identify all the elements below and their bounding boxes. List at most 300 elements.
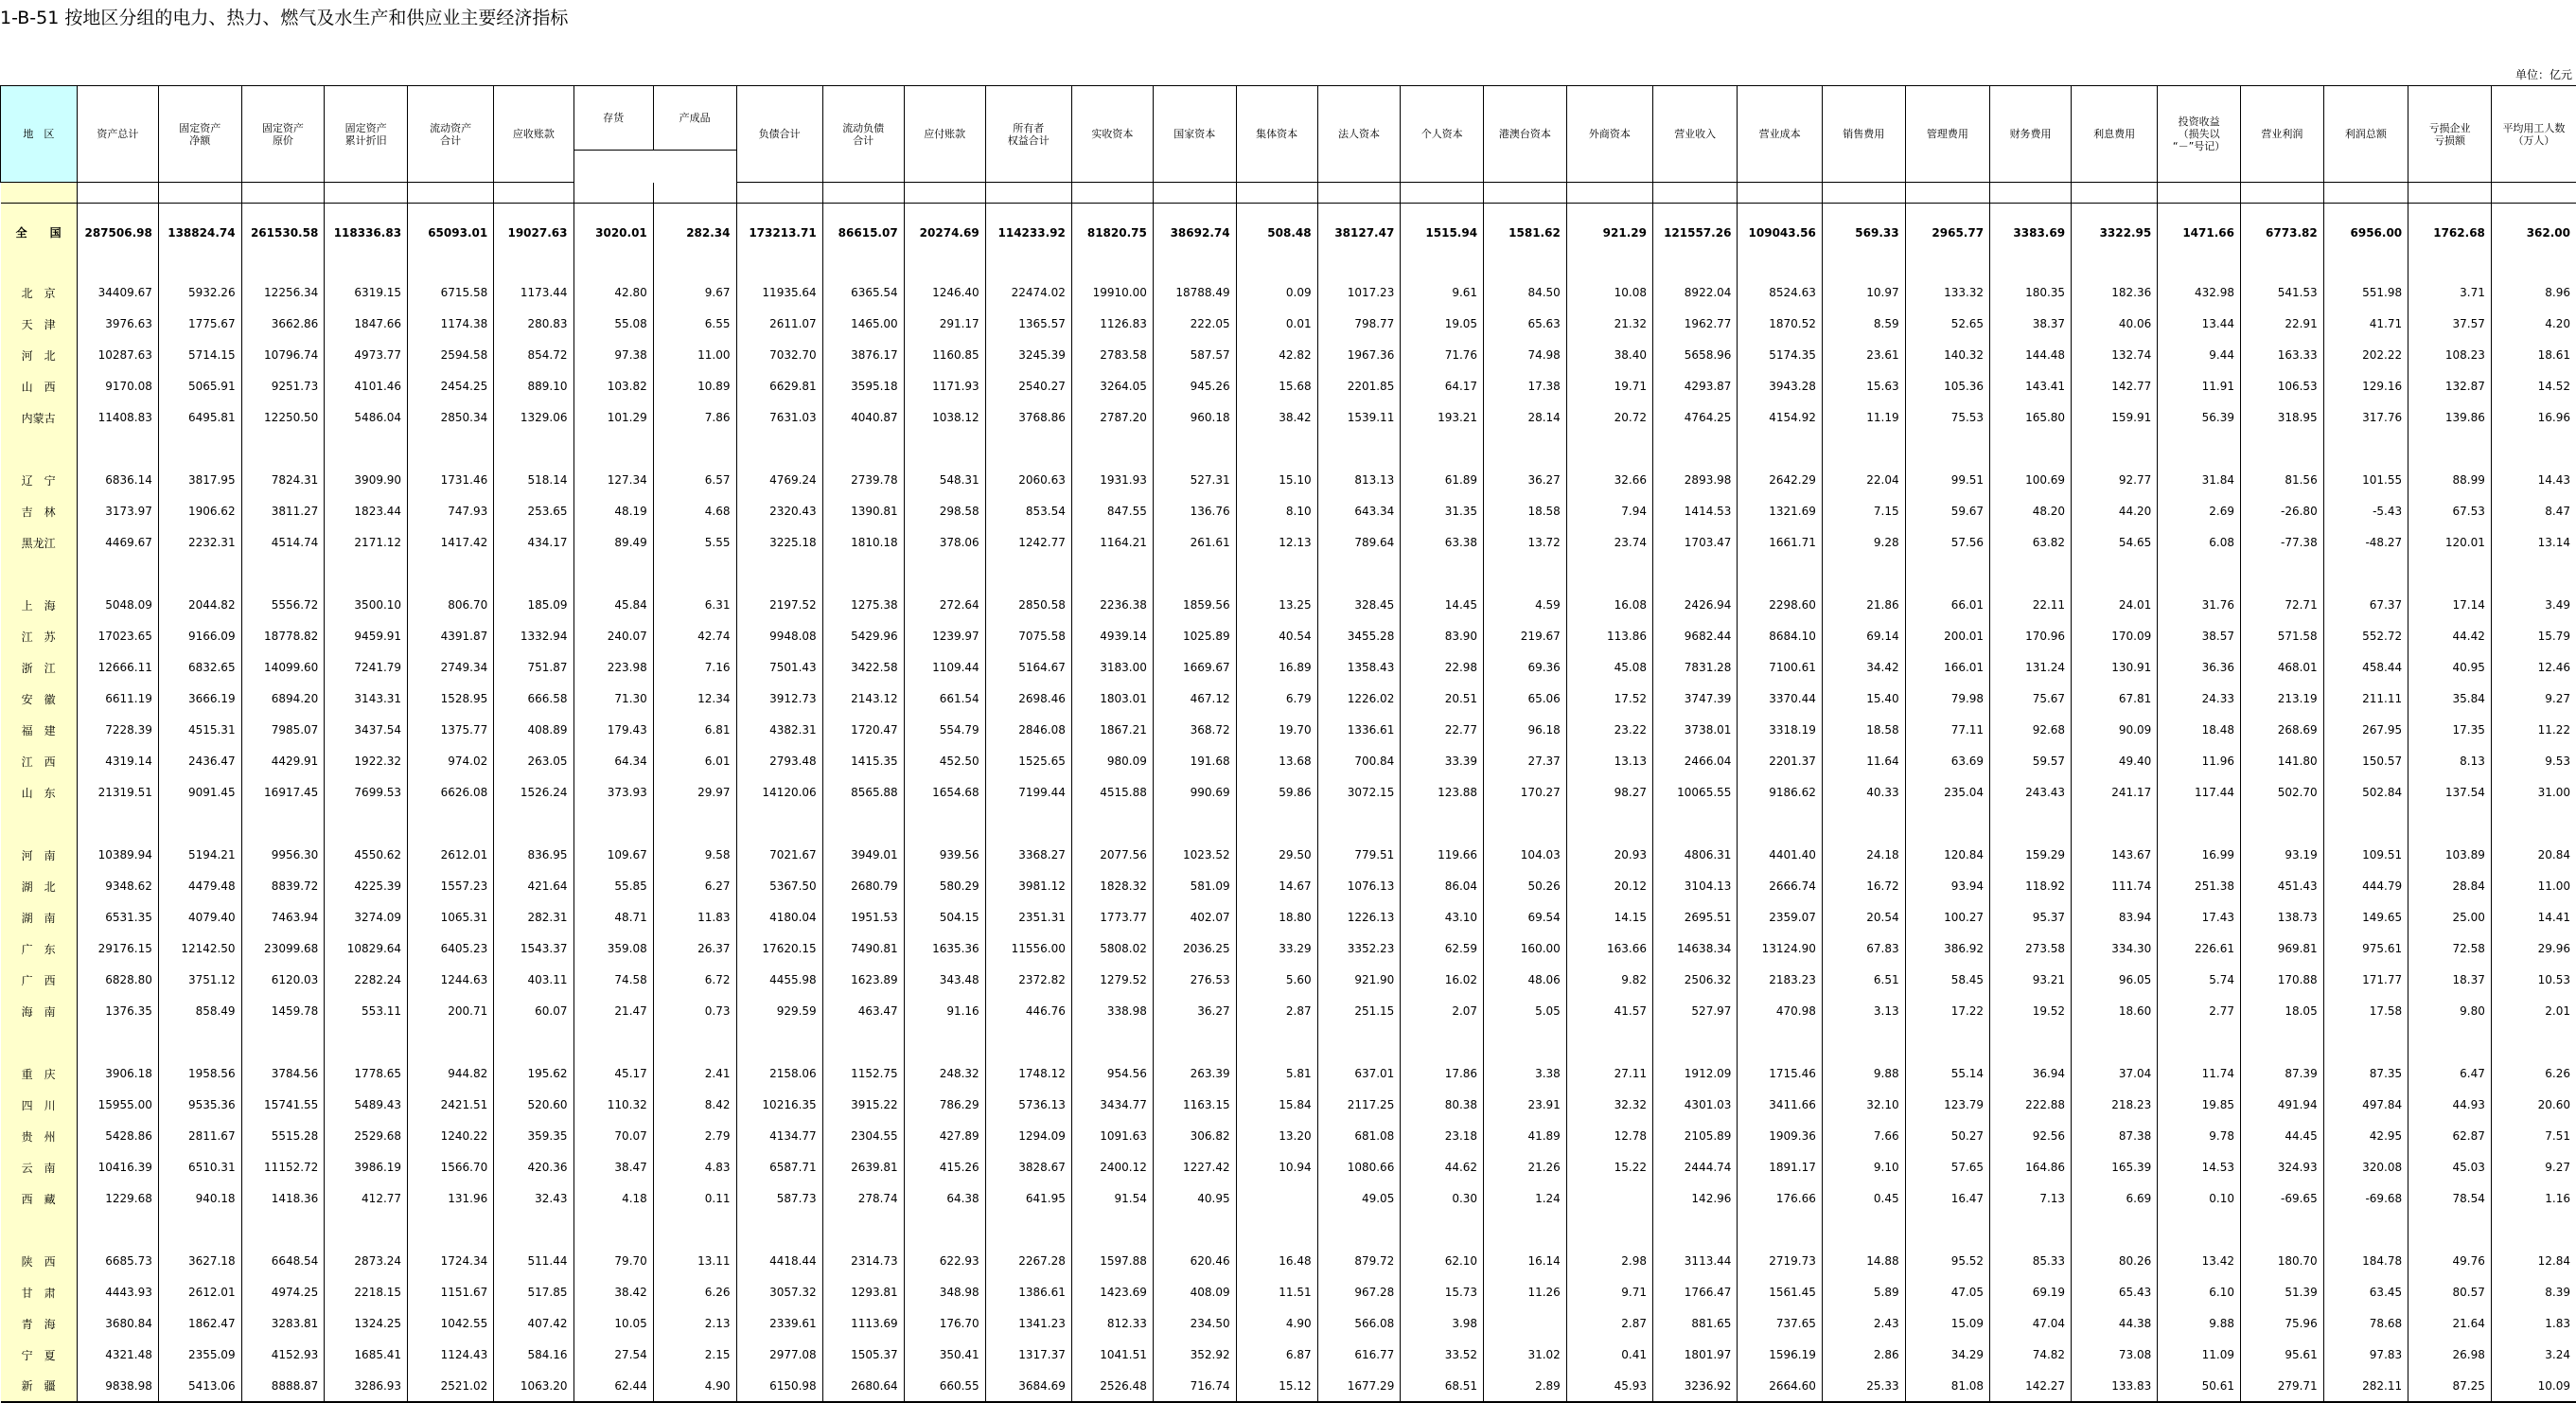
value-cell: 1164.21 xyxy=(1071,527,1153,559)
value-cell: 853.54 xyxy=(985,496,1071,527)
value-cell: 412.77 xyxy=(325,1183,408,1215)
value-cell: 458.44 xyxy=(2323,652,2408,684)
value-cell: 19.71 xyxy=(1566,371,1652,402)
value-cell: 33.39 xyxy=(1401,746,1484,777)
value-cell: 77.11 xyxy=(1905,715,1989,746)
value-cell: 6365.54 xyxy=(822,277,904,309)
table-row xyxy=(1,1371,2576,1402)
value-cell: 61.89 xyxy=(1401,465,1484,496)
value-cell: 8.13 xyxy=(2408,746,2492,777)
value-cell: 1414.53 xyxy=(1652,496,1737,527)
value-cell: 1778.65 xyxy=(325,1058,408,1090)
value-cell: 86615.07 xyxy=(822,203,904,261)
value-cell: 1065.31 xyxy=(408,902,494,933)
value-cell: 6.51 xyxy=(1822,965,1905,996)
value-cell: 3817.95 xyxy=(158,465,241,496)
value-cell: 8.59 xyxy=(1822,309,1905,340)
value-cell: 4515.88 xyxy=(1071,777,1153,808)
value-cell: 104.03 xyxy=(1484,840,1567,871)
value-cell: 170.27 xyxy=(1484,777,1567,808)
value-cell: 4.18 xyxy=(573,1183,653,1215)
value-cell: 3236.92 xyxy=(1652,1371,1737,1402)
value-cell: 79.98 xyxy=(1905,684,1989,715)
value-cell: 1244.63 xyxy=(408,965,494,996)
value-cell: 5932.26 xyxy=(158,277,241,309)
value-cell: 92.77 xyxy=(2072,465,2158,496)
value-cell: 641.95 xyxy=(985,1183,1071,1215)
value-cell: 847.55 xyxy=(1071,496,1153,527)
value-cell: 6629.81 xyxy=(736,371,822,402)
value-cell: 31.02 xyxy=(1484,1340,1567,1371)
value-cell: 14.52 xyxy=(2491,371,2576,402)
value-cell: 93.94 xyxy=(1905,871,1989,902)
value-cell: 26.37 xyxy=(653,933,736,965)
value-cell: 1376.35 xyxy=(77,996,158,1027)
value-cell: 16917.45 xyxy=(241,777,325,808)
value-cell: 1505.37 xyxy=(822,1340,904,1371)
value-cell: 21319.51 xyxy=(77,777,158,808)
value-cell: 1038.12 xyxy=(904,402,985,434)
region-cell: 贵 州 xyxy=(1,1121,78,1152)
value-cell: 1859.56 xyxy=(1153,590,1236,621)
value-cell: 3662.86 xyxy=(241,309,325,340)
value-cell: 71.76 xyxy=(1401,340,1484,371)
value-cell: 78.54 xyxy=(2408,1183,2492,1215)
value-cell: 18778.82 xyxy=(241,621,325,652)
value-cell: 91.54 xyxy=(1071,1183,1153,1215)
value-cell: 282.34 xyxy=(653,203,736,261)
value-cell: 4391.87 xyxy=(408,621,494,652)
value-cell: 45.08 xyxy=(1566,652,1652,684)
value-cell: 359.35 xyxy=(494,1121,573,1152)
value-cell: 2.86 xyxy=(1822,1340,1905,1371)
value-cell: 222.05 xyxy=(1153,309,1236,340)
value-cell: 11.74 xyxy=(2158,1058,2241,1090)
value-cell: 2.87 xyxy=(1236,996,1317,1027)
value-cell: 93.21 xyxy=(1990,965,2072,996)
value-cell: 10065.55 xyxy=(1652,777,1737,808)
value-cell: 1152.75 xyxy=(822,1058,904,1090)
value-cell: 1748.12 xyxy=(985,1058,1071,1090)
value-cell: 3981.12 xyxy=(985,871,1071,902)
value-cell: 2355.09 xyxy=(158,1340,241,1371)
value-cell: 4301.03 xyxy=(1652,1090,1737,1121)
value-cell: 4040.87 xyxy=(822,402,904,434)
value-cell: 23.22 xyxy=(1566,715,1652,746)
value-cell: 63.69 xyxy=(1905,746,1989,777)
value-cell: 114233.92 xyxy=(985,203,1071,261)
value-cell: 72.58 xyxy=(2408,933,2492,965)
value-cell: 434.17 xyxy=(494,527,573,559)
value-cell: 1731.46 xyxy=(408,465,494,496)
value-cell: 2.01 xyxy=(2491,996,2576,1027)
value-cell: 6531.35 xyxy=(77,902,158,933)
value-cell: 17.86 xyxy=(1401,1058,1484,1090)
value-cell: 879.72 xyxy=(1317,1246,1401,1277)
value-cell: 1528.95 xyxy=(408,684,494,715)
value-cell: 324.93 xyxy=(2240,1152,2323,1183)
value-cell: 1525.65 xyxy=(985,746,1071,777)
value-cell: 22.77 xyxy=(1401,715,1484,746)
value-cell: 11.19 xyxy=(1822,402,1905,434)
value-cell: 1293.81 xyxy=(822,1277,904,1308)
value-cell: 10.89 xyxy=(653,371,736,402)
table-row xyxy=(1,933,2576,965)
value-cell: 3352.23 xyxy=(1317,933,1401,965)
value-cell: 2339.61 xyxy=(736,1308,822,1340)
value-cell: 138824.74 xyxy=(158,203,241,261)
value-cell: 80.26 xyxy=(2072,1246,2158,1277)
header-foreign-cap: 外商资本 xyxy=(1566,86,1652,183)
value-cell: 83.90 xyxy=(1401,621,1484,652)
value-cell: 1775.67 xyxy=(158,309,241,340)
value-cell: 140.32 xyxy=(1905,340,1989,371)
value-cell: 4382.31 xyxy=(736,715,822,746)
value-cell: 119.66 xyxy=(1401,840,1484,871)
value-cell: 1465.00 xyxy=(822,309,904,340)
value-cell: 569.33 xyxy=(1822,203,1905,261)
value-cell: 8.10 xyxy=(1236,496,1317,527)
value-cell: 1063.20 xyxy=(494,1371,573,1402)
value-cell: 89.49 xyxy=(573,527,653,559)
value-cell: 38.57 xyxy=(2158,621,2241,652)
value-cell: 87.39 xyxy=(2240,1058,2323,1090)
table-row xyxy=(1,465,2576,496)
value-cell: 87.38 xyxy=(2072,1121,2158,1152)
value-cell: 64.34 xyxy=(573,746,653,777)
value-cell: 142.77 xyxy=(2072,371,2158,402)
value-cell: 3986.19 xyxy=(325,1152,408,1183)
value-cell: 520.60 xyxy=(494,1090,573,1121)
value-cell: 20.54 xyxy=(1822,902,1905,933)
value-cell: 81.08 xyxy=(1905,1371,1989,1402)
value-cell: 6.47 xyxy=(2408,1058,2492,1090)
value-cell: 12666.11 xyxy=(77,652,158,684)
header-fixed-orig: 固定资产 原价 xyxy=(241,86,325,183)
value-cell: 587.73 xyxy=(736,1183,822,1215)
header-interest: 利息费用 xyxy=(2072,86,2158,183)
value-cell: 41.57 xyxy=(1566,996,1652,1027)
value-cell: 945.26 xyxy=(1153,371,1236,402)
value-cell: 1042.55 xyxy=(408,1308,494,1340)
value-cell: 287506.98 xyxy=(77,203,158,261)
value-cell: 21.64 xyxy=(2408,1308,2492,1340)
value-cell: 17.22 xyxy=(1905,996,1989,1027)
value-cell: 121557.26 xyxy=(1652,203,1737,261)
value-cell: 211.11 xyxy=(2323,684,2408,715)
value-cell: 6.01 xyxy=(653,746,736,777)
value-cell: 16.72 xyxy=(1822,871,1905,902)
value-cell: 7.16 xyxy=(653,652,736,684)
value-cell: 84.50 xyxy=(1484,277,1567,309)
value-cell: 31.35 xyxy=(1401,496,1484,527)
value-cell: 45.03 xyxy=(2408,1152,2492,1183)
header-employees: 平均用工人数 （万人） xyxy=(2491,86,2576,183)
value-cell: 4443.93 xyxy=(77,1277,158,1308)
value-cell: 118.92 xyxy=(1990,871,2072,902)
value-cell: 7985.07 xyxy=(241,715,325,746)
value-cell: 2639.81 xyxy=(822,1152,904,1183)
value-cell: 3020.01 xyxy=(573,203,653,261)
value-cell: 20.72 xyxy=(1566,402,1652,434)
value-cell: 97.38 xyxy=(573,340,653,371)
value-cell: 2612.01 xyxy=(408,840,494,871)
value-cell: 40.95 xyxy=(2408,652,2492,684)
value-cell: 7.94 xyxy=(1566,496,1652,527)
value-cell: 5658.96 xyxy=(1652,340,1737,371)
value-cell: 3104.13 xyxy=(1652,871,1737,902)
value-cell: 2664.60 xyxy=(1738,1371,1822,1402)
value-cell: 234.50 xyxy=(1153,1308,1236,1340)
value-cell: 14.53 xyxy=(2158,1152,2241,1183)
value-cell: 80.57 xyxy=(2408,1277,2492,1308)
value-cell: 22.98 xyxy=(1401,652,1484,684)
value-cell: 40.33 xyxy=(1822,777,1905,808)
value-cell: 4429.91 xyxy=(241,746,325,777)
value-cell: 6715.58 xyxy=(408,277,494,309)
value-cell: 1317.37 xyxy=(985,1340,1071,1371)
value-cell: 19.85 xyxy=(2158,1090,2241,1121)
value-cell: 4973.77 xyxy=(325,340,408,371)
value-cell: 368.72 xyxy=(1153,715,1236,746)
value-cell: 131.24 xyxy=(1990,652,2072,684)
value-cell: 3173.97 xyxy=(77,496,158,527)
value-cell: 36.27 xyxy=(1484,465,1567,496)
value-cell: 2036.25 xyxy=(1153,933,1236,965)
value-cell: 173213.71 xyxy=(736,203,822,261)
page-title: 1-B-51 按地区分组的电力、热力、燃气及水生产和供应业主要经济指标 xyxy=(0,4,568,29)
value-cell: 143.41 xyxy=(1990,371,2072,402)
value-cell: 103.82 xyxy=(573,371,653,402)
value-cell: 6587.71 xyxy=(736,1152,822,1183)
value-cell: 4974.25 xyxy=(241,1277,325,1308)
value-cell: 2.13 xyxy=(653,1308,736,1340)
value-cell: 136.76 xyxy=(1153,496,1236,527)
value-cell: 1635.36 xyxy=(904,933,985,965)
table-row xyxy=(1,621,2576,652)
value-cell: 16.99 xyxy=(2158,840,2241,871)
value-cell: 571.58 xyxy=(2240,621,2323,652)
value-cell: 11556.00 xyxy=(985,933,1071,965)
value-cell: 74.82 xyxy=(1990,1340,2072,1371)
value-cell: 4.59 xyxy=(1484,590,1567,621)
value-cell: 28.14 xyxy=(1484,402,1567,434)
value-cell: 2.15 xyxy=(653,1340,736,1371)
value-cell: 138.73 xyxy=(2240,902,2323,933)
value-cell: 1557.23 xyxy=(408,871,494,902)
value-cell: 163.33 xyxy=(2240,340,2323,371)
value-cell: 56.39 xyxy=(2158,402,2241,434)
value-cell: 2850.34 xyxy=(408,402,494,434)
value-cell: 33.52 xyxy=(1401,1340,1484,1371)
value-cell: 9166.09 xyxy=(158,621,241,652)
table-row xyxy=(1,840,2576,871)
table-row xyxy=(1,902,2576,933)
table-row xyxy=(1,309,2576,340)
region-cell: 甘 肃 xyxy=(1,1277,78,1308)
value-cell: 37.04 xyxy=(2072,1058,2158,1090)
value-cell: 3368.27 xyxy=(985,840,1071,871)
value-cell: 38.37 xyxy=(1990,309,2072,340)
value-cell: 1023.52 xyxy=(1153,840,1236,871)
value-cell: 661.54 xyxy=(904,684,985,715)
value-cell: 261.61 xyxy=(1153,527,1236,559)
value-cell: 87.25 xyxy=(2408,1371,2492,1402)
value-cell: 5515.28 xyxy=(241,1121,325,1152)
value-cell: 15.22 xyxy=(1566,1152,1652,1183)
value-cell: 1386.61 xyxy=(985,1277,1071,1308)
value-cell: 9.61 xyxy=(1401,277,1484,309)
value-cell: 2197.52 xyxy=(736,590,822,621)
value-cell: 7501.43 xyxy=(736,652,822,684)
value-cell: 2117.25 xyxy=(1317,1090,1401,1121)
value-cell: 17.38 xyxy=(1484,371,1567,402)
value-cell: 1909.36 xyxy=(1738,1121,1822,1152)
value-cell: 3751.12 xyxy=(158,965,241,996)
value-cell: 6.31 xyxy=(653,590,736,621)
value-cell: 643.34 xyxy=(1317,496,1401,527)
value-cell: 23.74 xyxy=(1566,527,1652,559)
value-cell: 7490.81 xyxy=(822,933,904,965)
value-cell: 1025.89 xyxy=(1153,621,1236,652)
header-current-liab: 流动负债 合计 xyxy=(822,86,904,183)
indicator-table xyxy=(0,85,2576,1403)
value-cell: 921.29 xyxy=(1566,203,1652,261)
header-equity: 所有者 权益合计 xyxy=(985,86,1071,183)
value-cell: 95.61 xyxy=(2240,1340,2323,1371)
value-cell: 1294.09 xyxy=(985,1121,1071,1152)
value-cell: 80.38 xyxy=(1401,1090,1484,1121)
value-cell: 1109.44 xyxy=(904,652,985,684)
header-total-profit: 利润总额 xyxy=(2323,86,2408,183)
value-cell: 552.72 xyxy=(2323,621,2408,652)
value-cell: 6120.03 xyxy=(241,965,325,996)
value-cell: 786.29 xyxy=(904,1090,985,1121)
value-cell: 343.48 xyxy=(904,965,985,996)
value-cell: 54.65 xyxy=(2072,527,2158,559)
value-cell: 68.51 xyxy=(1401,1371,1484,1402)
value-cell: 1810.18 xyxy=(822,527,904,559)
value-cell: 8.47 xyxy=(2491,496,2576,527)
value-cell: 240.07 xyxy=(573,621,653,652)
value-cell: 5428.86 xyxy=(77,1121,158,1152)
value-cell: 42.80 xyxy=(573,277,653,309)
value-cell: 2444.74 xyxy=(1652,1152,1737,1183)
value-cell: 1080.66 xyxy=(1317,1152,1401,1183)
value-cell: -26.80 xyxy=(2240,496,2323,527)
value-cell: 1931.93 xyxy=(1071,465,1153,496)
header-cost: 营业成本 xyxy=(1738,86,1822,183)
value-cell: 1113.69 xyxy=(822,1308,904,1340)
value-cell: 421.64 xyxy=(494,871,573,902)
region-cell: 全 国 xyxy=(1,203,78,261)
value-cell: 5.74 xyxy=(2158,965,2241,996)
value-cell: 2282.24 xyxy=(325,965,408,996)
header-hmt-cap: 港澳台资本 xyxy=(1484,86,1567,183)
value-cell: 12.46 xyxy=(2491,652,2576,684)
value-cell: 9251.73 xyxy=(241,371,325,402)
value-cell: 1951.53 xyxy=(822,902,904,933)
value-cell: 5.60 xyxy=(1236,965,1317,996)
value-cell: 69.19 xyxy=(1990,1277,2072,1308)
value-cell: 29.97 xyxy=(653,777,736,808)
table-row xyxy=(1,746,2576,777)
value-cell: 812.33 xyxy=(1071,1308,1153,1340)
table-row xyxy=(1,590,2576,621)
value-cell: 103.89 xyxy=(2408,840,2492,871)
value-cell: 21.86 xyxy=(1822,590,1905,621)
value-cell: 7.51 xyxy=(2491,1121,2576,1152)
value-cell: 2359.07 xyxy=(1738,902,1822,933)
value-cell: 1669.67 xyxy=(1153,652,1236,684)
value-cell: 49.40 xyxy=(2072,746,2158,777)
value-cell: 32.10 xyxy=(1822,1090,1905,1121)
value-cell: 990.69 xyxy=(1153,777,1236,808)
value-cell: 10.05 xyxy=(573,1308,653,1340)
value-cell: 8565.88 xyxy=(822,777,904,808)
value-cell: 16.48 xyxy=(1236,1246,1317,1277)
value-cell: 5164.67 xyxy=(985,652,1071,684)
region-cell: 广 东 xyxy=(1,933,78,965)
value-cell: 929.59 xyxy=(736,996,822,1027)
value-cell: 18.58 xyxy=(1484,496,1567,527)
value-cell: 17.43 xyxy=(2158,902,2241,933)
value-cell: 1596.19 xyxy=(1738,1340,1822,1371)
header-revenue: 营业收入 xyxy=(1652,86,1737,183)
value-cell: 13124.90 xyxy=(1738,933,1822,965)
value-cell: 15.40 xyxy=(1822,684,1905,715)
value-cell: 2873.24 xyxy=(325,1246,408,1277)
value-cell: 96.05 xyxy=(2072,965,2158,996)
value-cell: 6685.73 xyxy=(77,1246,158,1277)
value-cell: 3915.22 xyxy=(822,1090,904,1121)
value-cell: 420.36 xyxy=(494,1152,573,1183)
value-cell: 18.61 xyxy=(2491,340,2576,371)
value-cell: 0.11 xyxy=(653,1183,736,1215)
value-cell: 78.68 xyxy=(2323,1308,2408,1340)
value-cell: -48.27 xyxy=(2323,527,2408,559)
table-row xyxy=(1,684,2576,715)
value-cell: 1171.93 xyxy=(904,371,985,402)
value-cell: 2143.12 xyxy=(822,684,904,715)
value-cell: 6495.81 xyxy=(158,402,241,434)
value-cell: 9459.91 xyxy=(325,621,408,652)
value-cell: 5048.09 xyxy=(77,590,158,621)
value-cell: 3225.18 xyxy=(736,527,822,559)
value-cell: 1543.37 xyxy=(494,933,573,965)
value-cell: 141.80 xyxy=(2240,746,2323,777)
value-cell: 511.44 xyxy=(494,1246,573,1277)
value-cell: 1174.38 xyxy=(408,309,494,340)
value-cell: 144.48 xyxy=(1990,340,2072,371)
value-cell: 2612.01 xyxy=(158,1277,241,1308)
value-cell: 348.98 xyxy=(904,1277,985,1308)
value-cell: 1417.42 xyxy=(408,527,494,559)
value-cell: 6773.82 xyxy=(2240,203,2323,261)
value-cell: 2.41 xyxy=(653,1058,736,1090)
table-row xyxy=(1,527,2576,559)
value-cell: 7241.79 xyxy=(325,652,408,684)
table-row xyxy=(1,1090,2576,1121)
value-cell: 118336.83 xyxy=(325,203,408,261)
region-cell: 云 南 xyxy=(1,1152,78,1183)
value-cell: 527.97 xyxy=(1652,996,1737,1027)
value-cell: 554.79 xyxy=(904,715,985,746)
value-cell: 20274.69 xyxy=(904,203,985,261)
value-cell: 47.04 xyxy=(1990,1308,2072,1340)
value-cell: 4.68 xyxy=(653,496,736,527)
value-cell: 373.93 xyxy=(573,777,653,808)
